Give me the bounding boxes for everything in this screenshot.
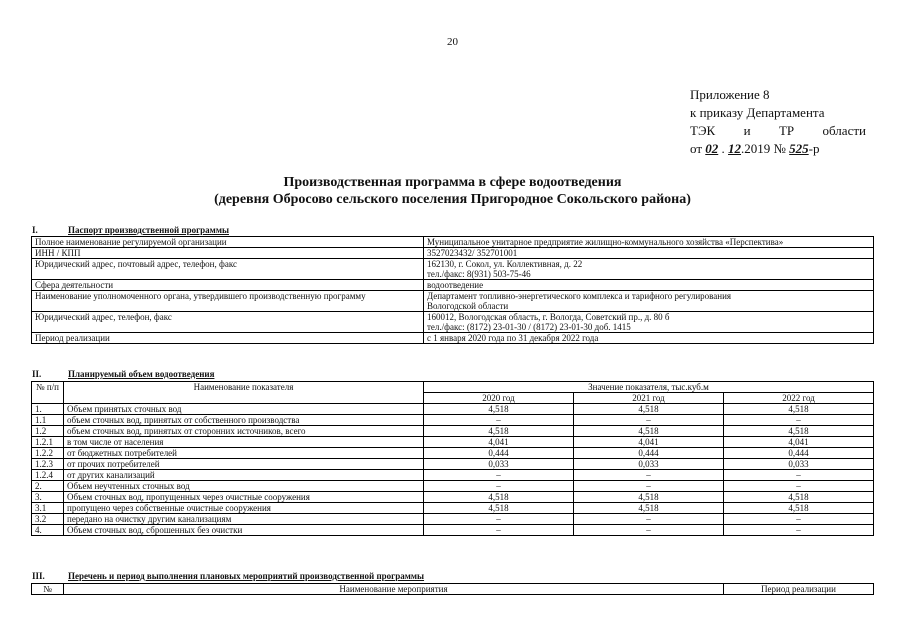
row-indicator-name: объем сточных вод, принятых от сторонних источников, всего [64, 426, 424, 437]
appendix-word: и [743, 123, 751, 138]
row-indicator-name: от бюджетных потребителей [64, 448, 424, 459]
passport-value: 162130, г. Сокол, ул. Коллективная, д. 22 тел./факс: 8(931) 503-75-46 [424, 259, 874, 280]
title-line-2: (деревня Обросово сельского поселения Пригородное Сокольского района) [214, 192, 691, 207]
date-day: 02 [705, 141, 719, 156]
table-row [32, 437, 874, 448]
row-value-2020: 4,518 [424, 492, 574, 503]
passport-row [32, 259, 874, 280]
date-year: .2019 № [741, 141, 786, 156]
row-indicator-name: Объем неучтенных сточных вод [64, 481, 424, 492]
row-number: 1.2 [32, 426, 64, 437]
passport-label: Юридический адрес, телефон, факс [32, 312, 424, 333]
passport-label: Полное наименование регулируемой организации [32, 237, 424, 248]
row-value-2022: – [724, 514, 874, 525]
row-value-2021: 4,518 [574, 404, 724, 415]
table-row [32, 492, 874, 503]
passport-label: ИНН / КПП [32, 248, 424, 259]
row-indicator-name: Объем сточных вод, пропущенных через очистные сооружения [64, 492, 424, 503]
row-value-2022: 4,518 [724, 503, 874, 514]
passport-value: с 1 января 2020 года по 31 декабря 2022 года [424, 333, 874, 344]
passport-value: Департамент топливно-энергетического комплекса и тарифного регулирования Вологодской области [424, 291, 874, 312]
passport-row [32, 248, 874, 259]
table-row [32, 525, 874, 536]
row-number: 4. [32, 525, 64, 536]
row-number: 3. [32, 492, 64, 503]
row-value-2021: 4,518 [574, 503, 724, 514]
passport-row [32, 291, 874, 312]
row-value-2020: – [424, 514, 574, 525]
appendix-line-2: к приказу Департамента [690, 105, 825, 120]
table-row [32, 426, 874, 437]
row-value-2020: – [424, 470, 574, 481]
date-prefix: от [690, 141, 703, 156]
row-value-2021: – [574, 481, 724, 492]
appendix-line-1: Приложение 8 [690, 87, 770, 102]
passport-label: Наименование уполномоченного органа, утвердившего производственную программу [32, 291, 424, 312]
row-number: 2. [32, 481, 64, 492]
col-header-year: 2020 год [424, 393, 574, 404]
table-row [32, 514, 874, 525]
row-value-2021: – [574, 514, 724, 525]
order-number: 525 [789, 141, 809, 156]
col-header-number: № [32, 584, 64, 595]
row-indicator-name: Объем принятых сточных вод [64, 404, 424, 415]
row-value-2022: 4,041 [724, 437, 874, 448]
row-value-2020: 4,518 [424, 426, 574, 437]
row-value-2021: – [574, 415, 724, 426]
table-row [32, 481, 874, 492]
row-value-2022: – [724, 525, 874, 536]
row-indicator-name: от прочих потребителей [64, 459, 424, 470]
section-title: Перечень и период выполнения плановых мероприятий производственной программы [68, 571, 425, 581]
passport-value: 160012, Вологодская область, г. Вологда, Советский пр., д. 80 б тел./факс: (8172) 23-01-30 / (8172) 23-01-30 доб. 1415 [424, 312, 874, 333]
col-header-number: № п/п [32, 382, 64, 404]
row-value-2021: 4,518 [574, 492, 724, 503]
row-indicator-name: пропущено через собственные очистные сооружения [64, 503, 424, 514]
measures-table [31, 583, 874, 595]
section-number: I. [32, 225, 38, 235]
section-title: Паспорт производственной программы [68, 225, 229, 235]
volume-table [31, 381, 874, 536]
row-number: 1.1 [32, 415, 64, 426]
row-value-2022: 0,444 [724, 448, 874, 459]
row-value-2020: 0,033 [424, 459, 574, 470]
row-value-2022: – [724, 481, 874, 492]
passport-value: водоотведение [424, 280, 874, 291]
row-value-2022: 4,518 [724, 426, 874, 437]
row-number: 1.2.1 [32, 437, 64, 448]
appendix-line-3 [690, 122, 866, 140]
row-value-2020: 0,444 [424, 448, 574, 459]
row-indicator-name: объем сточных вод, принятых от собственного производства [64, 415, 424, 426]
row-value-2022: 4,518 [724, 404, 874, 415]
col-header-value: Значение показателя, тыс.куб.м [424, 382, 874, 393]
row-value-2022: – [724, 415, 874, 426]
row-number: 1. [32, 404, 64, 415]
table-row [32, 459, 874, 470]
row-indicator-name: от других канализаций [64, 470, 424, 481]
appendix-word: ТР [778, 123, 795, 138]
row-indicator-name: передано на очистку другим канализациям [64, 514, 424, 525]
appendix-word: области [822, 123, 866, 138]
row-value-2022: 0,033 [724, 459, 874, 470]
row-value-2020: – [424, 525, 574, 536]
passport-label: Сфера деятельности [32, 280, 424, 291]
row-value-2020: – [424, 415, 574, 426]
row-number: 3.1 [32, 503, 64, 514]
table-row [32, 448, 874, 459]
row-value-2021: 0,033 [574, 459, 724, 470]
row-number: 1.2.4 [32, 470, 64, 481]
passport-row [32, 312, 874, 333]
passport-value: 3527023432/ 352701001 [424, 248, 874, 259]
table-row [32, 470, 874, 481]
table-row [32, 415, 874, 426]
page-number: 20 [447, 36, 458, 48]
row-number: 3.2 [32, 514, 64, 525]
row-value-2020: 4,518 [424, 503, 574, 514]
date-month: 12 [728, 141, 742, 156]
row-indicator-name: в том числе от населения [64, 437, 424, 448]
section-number: II. [32, 369, 42, 379]
row-number: 1.2.2 [32, 448, 64, 459]
row-indicator-name: Объем сточных вод, сброшенных без очистки [64, 525, 424, 536]
table-row [32, 503, 874, 514]
title-line-1: Производственная программа в сфере водоотведения [283, 175, 622, 190]
appendix-date-line: от 02 . 12.2019 № 525-р [690, 141, 820, 156]
row-value-2021: 4,041 [574, 437, 724, 448]
section-3-heading [32, 571, 424, 581]
passport-row [32, 333, 874, 344]
passport-row [32, 237, 874, 248]
row-value-2022: 4,518 [724, 492, 874, 503]
document-title [0, 174, 905, 208]
row-value-2020: 4,518 [424, 404, 574, 415]
section-1-heading [32, 225, 229, 235]
table-row [32, 404, 874, 415]
section-2-heading [32, 369, 214, 379]
appendix-word: ТЭК [690, 123, 716, 138]
volume-table-body [32, 404, 874, 536]
appendix-block [690, 86, 866, 158]
passport-row [32, 280, 874, 291]
passport-label: Юридический адрес, почтовый адрес, телефон, факс [32, 259, 424, 280]
row-number: 1.2.3 [32, 459, 64, 470]
col-header-year: 2021 год [574, 393, 724, 404]
passport-label: Период реализации [32, 333, 424, 344]
row-value-2022: – [724, 470, 874, 481]
section-number: III. [32, 571, 45, 581]
row-value-2021: – [574, 470, 724, 481]
row-value-2020: – [424, 481, 574, 492]
col-header-year: 2022 год [724, 393, 874, 404]
passport-table [31, 236, 874, 344]
row-value-2021: 4,518 [574, 426, 724, 437]
order-suffix: -р [808, 141, 820, 156]
row-value-2020: 4,041 [424, 437, 574, 448]
passport-value: Муниципальное унитарное предприятие жилищно-коммунального хозяйства «Перспектива» [424, 237, 874, 248]
col-header-name: Наименование показателя [64, 382, 424, 404]
col-header-measure: Наименование мероприятия [64, 584, 724, 595]
col-header-period: Период реализации [724, 584, 874, 595]
row-value-2021: 0,444 [574, 448, 724, 459]
section-title: Планируемый объем водоотведения [68, 369, 215, 379]
row-value-2021: – [574, 525, 724, 536]
